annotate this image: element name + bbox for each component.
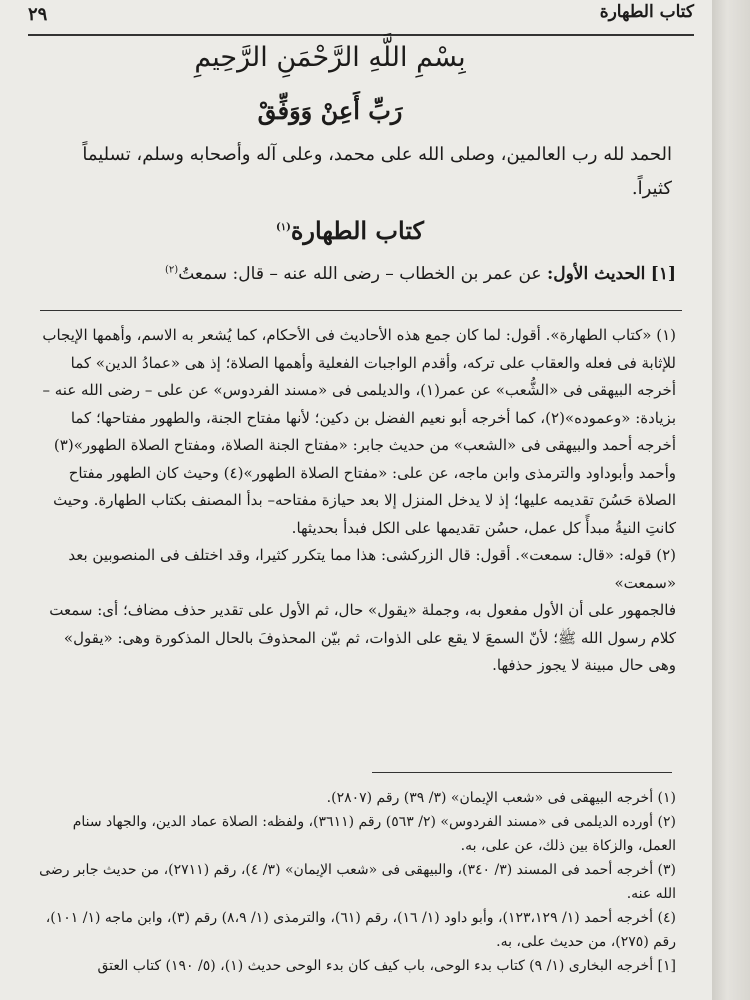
intro-paragraph: الحمد لله رب العالمين، وصلى الله على محمد، وعلى آله وأصحابه وسلم، تسليماً كثيراً.: [82, 144, 672, 199]
footnote: [١] أخرجه البخارى (١/ ٩) كتاب بدء الوحى، باب كيف كان بدء الوحى حديث (١)، (٥/ ١٩٠) كتاب العتق: [97, 958, 676, 974]
commentary: [36, 322, 676, 680]
hadith-label: الحديث الأول:: [546, 264, 646, 284]
footnotes: [36, 786, 676, 978]
next-page-edge: [712, 0, 750, 1000]
hadith-line: [36, 264, 676, 284]
chapter-title-note: (١): [276, 222, 291, 233]
hadith-number: [١]: [650, 264, 676, 284]
commentary-paragraph: فالجمهور على أن الأول مفعول به، وجملة «يقول» حال، ثم الأول على تقدير حذف مضاف؛ أى: سمعت كلام رسول الله ﷺ؛ لأنّ السمعَ لا يقع على الذوات، ثم بيّن المحذوفَ بالحال المذكورة وهى: «يقول» وهى حال مبينة لا يجوز حذفها.: [49, 601, 676, 674]
footnote: (٢) أورده الديلمى فى «مسند الفردوس» (٢/ ٥٦٣) رقم (٣٦١١)، ولفظه: الصلاة عماد الدين، والجهاد سنام العمل، والزكاة بين ذلك، عن على، به.: [72, 814, 676, 854]
footnote: (٤) أخرجه أحمد (١/ ١٢٣،١٢٩)، وأبو داود (١/ ١٦)، رقم (٦١)، والترمذى (١/ ٨،٩) رقم (٣)، وابن ماجه (١/ ١٠١)، رقم (٢٧٥)، من حديث على، به.: [45, 910, 676, 950]
footnote: (٣) أخرجه أحمد فى المسند (٣/ ٣٤٠)، والبيهقى فى «شعب الإيمان» (٣/ ٤)، رقم (٢٧١١)، من حديث جابر رضى الله عنه.: [39, 862, 676, 902]
section-divider: [40, 310, 682, 311]
chapter-title-text: كتاب الطهارة: [290, 216, 424, 245]
opening-supplication: رَبِّ أَعِنْ وَوَفِّقْ: [257, 96, 403, 125]
footnote: (١) أخرجه البيهقى فى «شعب الإيمان» (٣/ ٣٩) رقم (٢٨٠٧).: [326, 790, 676, 806]
page-header: [28, 2, 694, 36]
page-number: ٢٩: [28, 4, 48, 25]
chapter-title: [200, 216, 500, 245]
footnote-divider: [372, 772, 672, 773]
hadith-text: عن عمر بن الخطاب – رضى الله عنه – قال: سمعتُ: [178, 264, 542, 284]
basmala: بِسْمِ اللَّهِ الرَّحْمَنِ الرَّحِيمِ: [194, 42, 466, 73]
running-title: كتاب الطهارة: [599, 2, 694, 22]
hadith-note: (٢): [165, 264, 179, 276]
commentary-paragraph: (٢) قوله: «قال: سمعت». أقول: قال الزركشى: هذا مما يتكرر كثيرا، وقد اختلف فى المنصوبين بعد «سمعت»: [68, 546, 676, 592]
commentary-paragraph: (١) «كتاب الطهارة». أقول: لما كان جمع هذه الأحاديث فى الأحكام، كما يُشعر به الاسم، وأهمها الإيجاب للإثابة فى فعله والعقاب على تركه، وأقدم الواجبات الفعلية وأهمها الصلاة؛ إذ هى «عمادُ الدين» كما أخرجه البيهقى فى «الشُّعب» عن عمر(١)، والديلمى فى «مسند الفردوس» عن على – رضى الله عنه – بزيادة: «وعموده»(٢)، كما أخرجه أبو نعيم الفضل بن دكين؛ لأنها مفتاح الجنة، والطهور مفتاحها؛ كما أخرجه أحمد والبيهقى فى «الشعب» من حديث جابر: «مفتاح الجنة الصلاة، ومفتاح الصلاة الطهور»(٣) وأحمد وأبوداود والترمذى وابن ماجه، عن على: «مفتاح الصلاة الطهور»(٤) وحيث كان الطهور مفتاح الصلاة حَسُنَ تقديمه عليها؛ إذ لا يدخل المنزل إلا بعد حيازة مفتاحه– بدأ المصنف بكتاب الطهارة. وحيث كانتِ النيةُ مبدأً كل عمل، حسُن تقديمها على الكل فبدأ بحديثها.: [42, 326, 676, 537]
